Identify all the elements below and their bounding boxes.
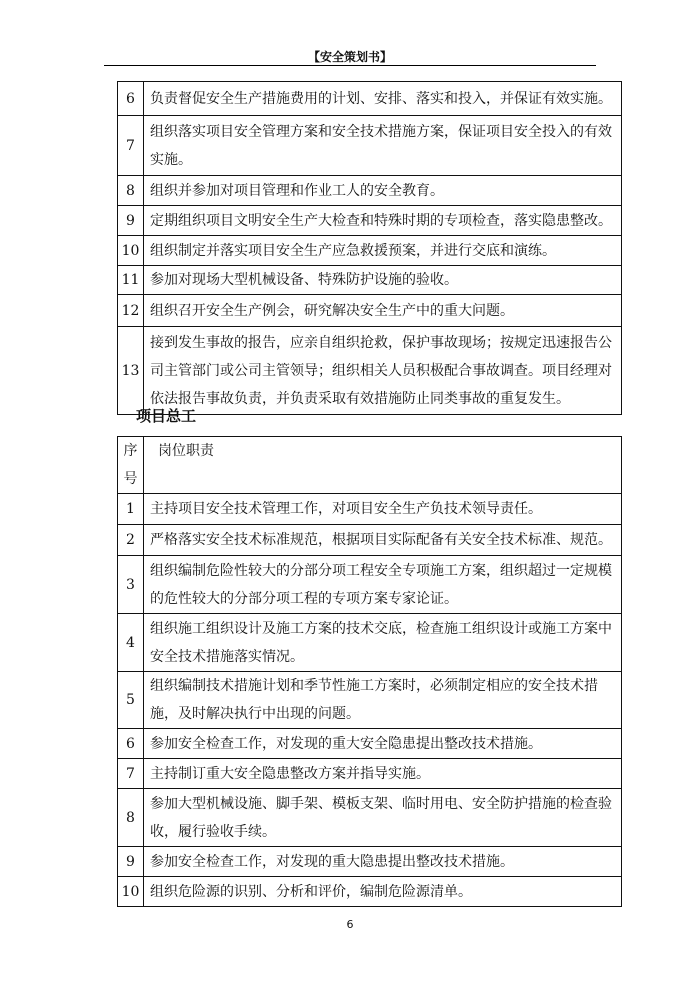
- row-number: 9: [118, 206, 144, 236]
- row-text: 参加安全检查工作，对发现的重大隐患提出整改技术措施。: [144, 847, 622, 877]
- row-number: 10: [118, 877, 144, 907]
- table-row: [118, 295, 622, 327]
- table-row: [118, 525, 622, 556]
- table-row: [118, 789, 622, 847]
- row-text: 组织制定并落实项目安全生产应急救援预案，并进行交底和演练。: [144, 236, 622, 266]
- row-text: 组织施工组织设计及施工方案的技术交底，检查施工组织设计或施工方案中安全技术措施落实情况。: [144, 614, 622, 672]
- table-header-row: [118, 437, 622, 494]
- row-number: 4: [118, 614, 144, 672]
- row-number: 7: [118, 759, 144, 789]
- row-text: 主持制订重大安全隐患整改方案并指导实施。: [144, 759, 622, 789]
- table-row: [118, 759, 622, 789]
- page-number: 6: [346, 918, 354, 931]
- row-number: 6: [118, 729, 144, 759]
- row-number: 6: [118, 82, 144, 116]
- row-text: 组织召开安全生产例会，研究解决安全生产中的重大问题。: [144, 295, 622, 327]
- row-text: 负责督促安全生产措施费用的计划、安排、落实和投入，并保证有效实施。: [144, 82, 622, 116]
- table-row: [118, 327, 622, 415]
- row-text: 组织编制技术措施计划和季节性施工方案时，必须制定相应的安全技术措施，及时解决执行中出现的问题。: [144, 672, 622, 729]
- row-number: 11: [118, 266, 144, 295]
- row-number: 3: [118, 556, 144, 614]
- row-number: 2: [118, 525, 144, 556]
- row-number: 8: [118, 176, 144, 206]
- row-number: 1: [118, 494, 144, 525]
- row-text: 主持项目安全技术管理工作，对项目安全生产负技术领导责任。: [144, 494, 622, 525]
- row-text: 接到发生事故的报告，应亲自组织抢救，保护事故现场；按规定迅速报告公司主管部门或公司主管领导；组织相关人员积极配合事故调查。项目经理对依法报告事故负责，并负责采取有效措施防止同类事故的重复发生。: [144, 327, 622, 415]
- page-header: 【安全策划书】: [307, 50, 392, 64]
- table-row: [118, 877, 622, 907]
- row-text: 参加大型机械设施、脚手架、模板支架、临时用电、安全防护措施的检查验收，履行验收手续。: [144, 789, 622, 847]
- column-header-duties: 岗位职责: [144, 437, 622, 494]
- row-number: 7: [118, 116, 144, 176]
- row-text: 组织落实项目安全管理方案和安全技术措施方案，保证项目安全投入的有效实施。: [144, 116, 622, 176]
- table-row: [118, 236, 622, 266]
- row-text: 参加对现场大型机械设备、特殊防护设施的验收。: [144, 266, 622, 295]
- row-number: 9: [118, 847, 144, 877]
- row-text: 组织并参加对项目管理和作业工人的安全教育。: [144, 176, 622, 206]
- row-text: 组织危险源的识别、分析和评价，编制危险源清单。: [144, 877, 622, 907]
- row-text: 定期组织项目文明安全生产大检查和特殊时期的专项检查，落实隐患整改。: [144, 206, 622, 236]
- table-row: [118, 556, 622, 614]
- table-row: [118, 82, 622, 116]
- table-row: [118, 206, 622, 236]
- column-header-number: 序号: [118, 437, 144, 494]
- chief-engineer-duties-table: [117, 436, 622, 907]
- header-divider: [104, 65, 596, 66]
- table-row: [118, 614, 622, 672]
- row-number: 8: [118, 789, 144, 847]
- row-number: 10: [118, 236, 144, 266]
- row-number: 5: [118, 672, 144, 729]
- table-row: [118, 116, 622, 176]
- row-number: 13: [118, 327, 144, 415]
- section-title: 项目总工: [136, 407, 197, 425]
- table-row: [118, 729, 622, 759]
- row-text: 严格落实安全技术标准规范，根据项目实际配备有关安全技术标准、规范。: [144, 525, 622, 556]
- table-row: [118, 672, 622, 729]
- project-manager-duties-table: [117, 81, 622, 415]
- table-row: [118, 176, 622, 206]
- table-row: [118, 266, 622, 295]
- table-row: [118, 494, 622, 525]
- row-text: 组织编制危险性较大的分部分项工程安全专项施工方案，组织超过一定规模的危性较大的分部分项工程的专项方案专家论证。: [144, 556, 622, 614]
- row-number: 12: [118, 295, 144, 327]
- row-text: 参加安全检查工作，对发现的重大安全隐患提出整改技术措施。: [144, 729, 622, 759]
- table-row: [118, 847, 622, 877]
